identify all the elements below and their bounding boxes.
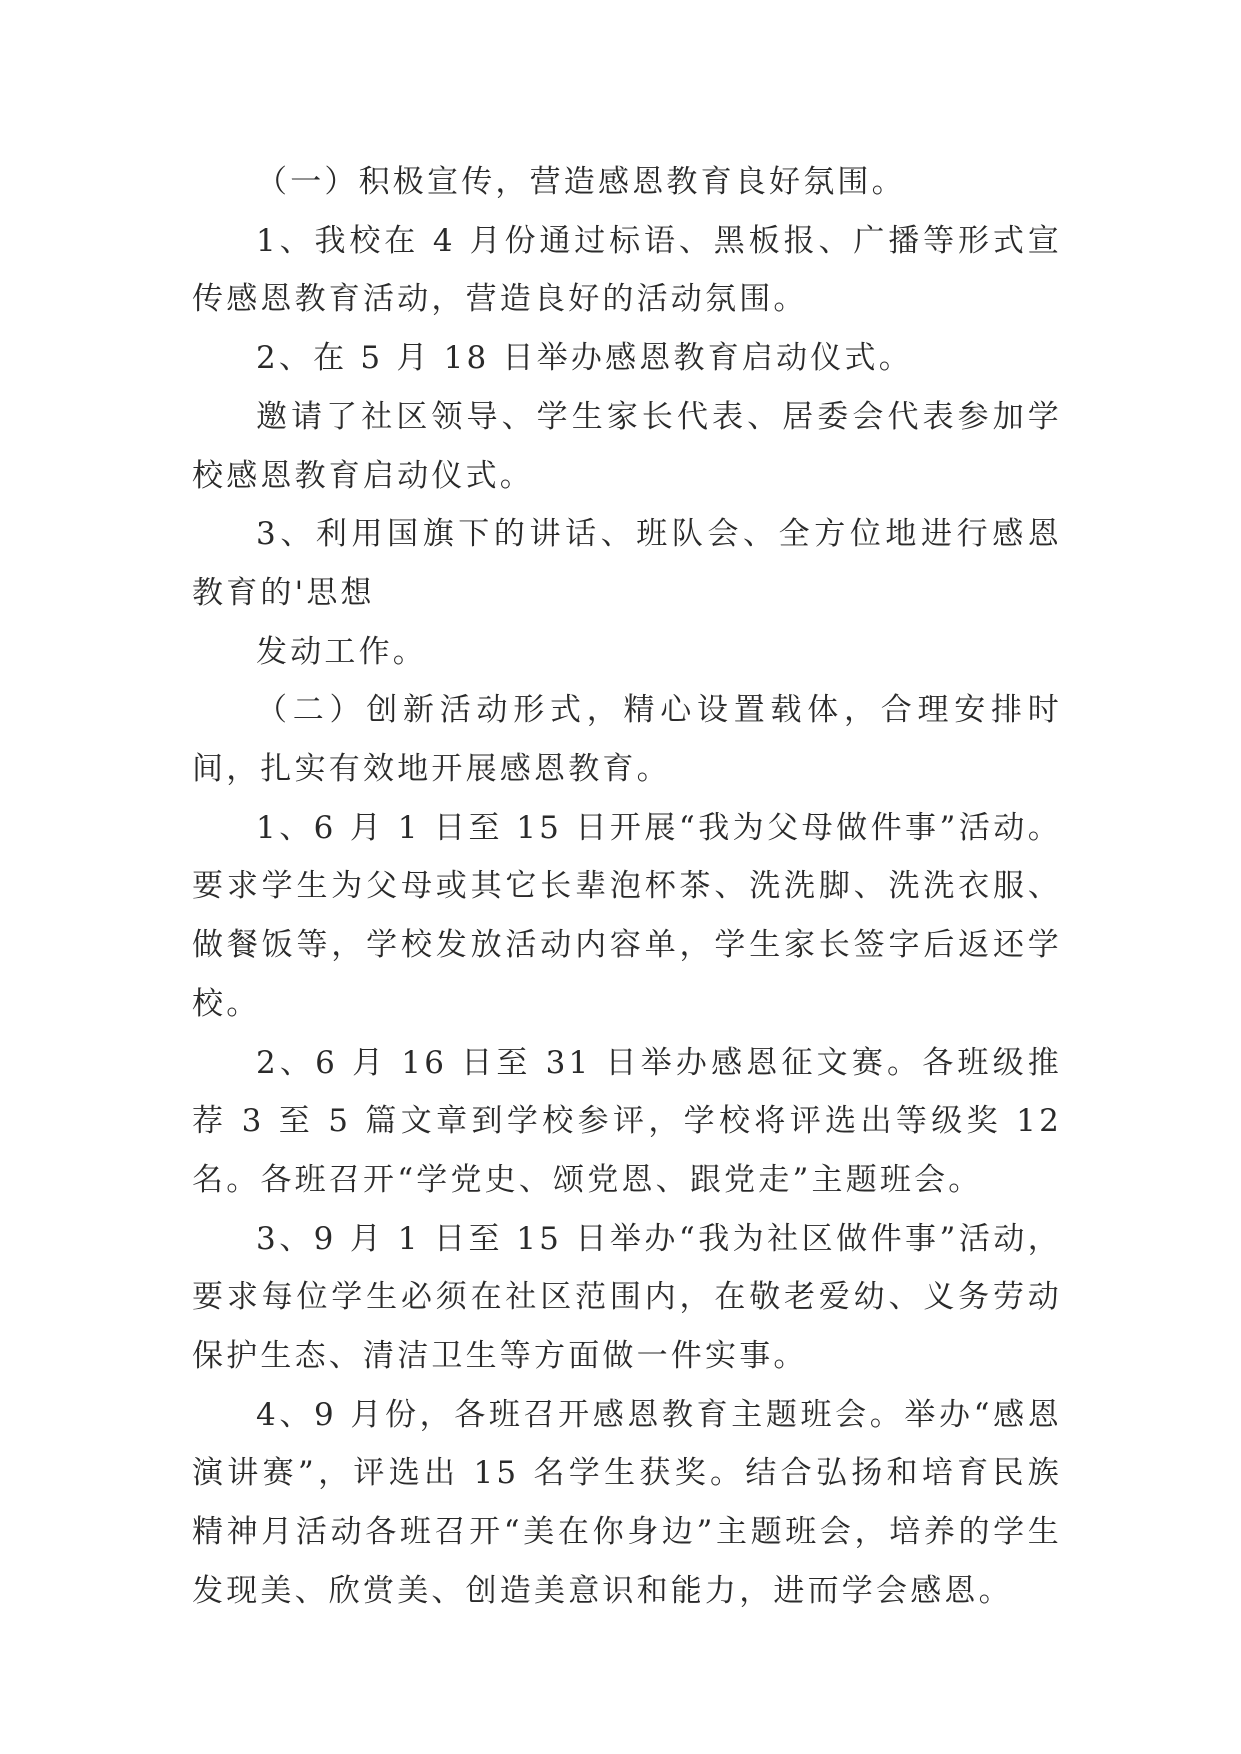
paragraph-item-1-3: 3、利用国旗下的讲话、班队会、全方位地进行感恩教育的'思想 xyxy=(192,516,1062,611)
paragraph-item-2-2: 2、6 月 16 日至 31 日举办感恩征文赛。各班级推荐 3 至 5 篇文章到学校参评，学校将评选出等级奖 12 名。各班召开“学党史、颂党恩、跟党走”主题班会。 xyxy=(192,1044,1062,1198)
paragraph-item-2-4: 4、9 月份，各班召开感恩教育主题班会。举办“感恩演讲赛”，评选出 15 名学生获奖。结合弘扬和培育民族精神月活动各班召开“美在你身边”主题班会，培养的学生发现美、欣赏美、创造美意识和能力，进而学会感恩。 xyxy=(192,1396,1062,1609)
paragraph-item-1-1: 1、我校在 4 月份通过标语、黑板报、广播等形式宣传感恩教育活动，营造良好的活动氛围。 xyxy=(192,222,1062,318)
paragraph-item-2-1: 1、6 月 1 日至 15 日开展“我为父母做件事”活动。要求学生为父母或其它长辈泡杯茶、洗洗脚、洗洗衣服、做餐饭等，学校发放活动内容单，学生家长签字后返还学校。 xyxy=(192,809,1062,1022)
section-heading-1: （一）积极宣传，营造感恩教育良好氛围。 xyxy=(256,164,906,200)
paragraph-item-1-3-continued: 发动工作。 xyxy=(256,633,427,670)
paragraph-invitation: 邀请了社区领导、学生家长代表、居委会代表参加学校感恩教育启动仪式。 xyxy=(192,398,1062,494)
section-heading-2: （二）创新活动形式，精心设置载体，合理安排时间，扎实有效地开展感恩教育。 xyxy=(192,692,1062,788)
paragraph-item-2-3: 3、9 月 1 日至 15 日举办“我为社区做件事”活动，要求每位学生必须在社区范围内，在敬老爱幼、义务劳动保护生态、清洁卫生等方面做一件实事。 xyxy=(192,1220,1062,1375)
document-body xyxy=(192,153,1062,1621)
paragraph-item-1-2: 2、在 5 月 18 日举办感恩教育启动仪式。 xyxy=(256,340,913,377)
